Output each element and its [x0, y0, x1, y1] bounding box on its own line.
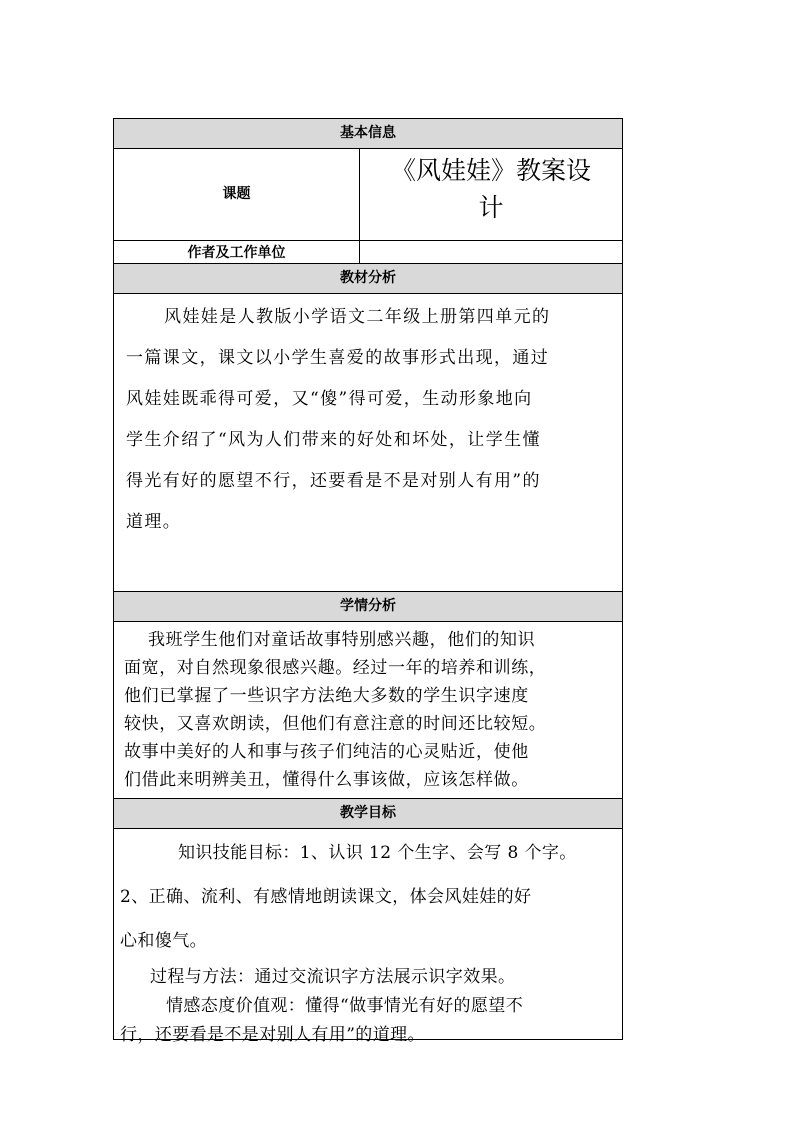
student-analysis-body	[114, 622, 622, 799]
topic-row	[114, 149, 622, 241]
topic-title-line1: 《风娃娃》教案设	[390, 156, 591, 185]
material-line: 得光有好的愿望不行，还要看是不是对别人有用”的	[126, 471, 541, 491]
material-line: 学生介绍了“风为人们带来的好处和坏处，让学生懂	[126, 430, 541, 450]
topic-title-line2: 计	[478, 193, 504, 222]
topic-label-cell	[114, 149, 360, 240]
material-line: 道理。	[126, 512, 182, 532]
section-header-material-analysis	[114, 264, 622, 294]
section-header-basic-info	[114, 119, 622, 149]
topic-title	[360, 149, 622, 226]
student-analysis-title: 学情分析	[340, 598, 396, 614]
teaching-goals-title: 教学目标	[340, 805, 396, 821]
material-analysis-text	[114, 294, 622, 543]
topic-title-cell	[360, 149, 622, 240]
material-analysis-title: 教材分析	[340, 270, 396, 286]
material-line: 一篇课文，课文以小学生喜爱的故事形式出现，通过	[126, 348, 550, 368]
student-line: 们借此来明辨美丑，懂得什么事该做，应该怎样做。	[124, 770, 529, 790]
material-line: 风娃娃是人教版小学语文二年级上册第四单元的	[164, 307, 551, 327]
teaching-goals-text-a	[114, 829, 622, 963]
student-line: 较快，又喜欢朗读，但他们有意注意的时间还比较短。	[124, 714, 547, 734]
goal-line: 过程与方法：通过交流识字方法展示识字效果。	[150, 967, 516, 987]
student-line: 他们已掌握了一些识字方法绝大多数的学生识字速度	[124, 686, 529, 706]
goal-line: 行，还要看是不是对别人有用”的道理。	[120, 1025, 425, 1045]
student-line: 故事中美好的人和事与孩子们纯洁的心灵贴近，使他	[124, 742, 529, 762]
author-value-cell	[360, 241, 622, 263]
topic-label: 课题	[222, 186, 251, 202]
teaching-goals-body	[114, 829, 622, 1045]
goal-line: 知识技能目标：1、认识 12 个生字、会写 8 个字。	[178, 843, 577, 863]
goal-line: 情感态度价值观：懂得“做事情光有好的愿望不	[166, 996, 524, 1016]
basic-info-title: 基本信息	[340, 125, 396, 141]
author-row	[114, 241, 622, 264]
lesson-plan-table	[113, 118, 623, 1045]
material-analysis-body	[114, 294, 622, 592]
student-analysis-text	[114, 622, 622, 794]
student-line: 面宽，对自然现象很感兴趣。经过一年的培养和训练，	[124, 658, 547, 678]
student-line: 我班学生他们对童话故事特别感兴趣，他们的知识	[148, 630, 536, 650]
goal-line: 2、正确、流利、有感情地朗读课文，体会风娃娃的好	[120, 887, 532, 907]
goal-line: 心和傻气。	[120, 931, 207, 951]
author-label: 作者及工作单位	[187, 245, 286, 261]
teaching-goals-text-b	[114, 963, 622, 1050]
material-line: 风娃娃既乖得可爱，又“傻”得可爱，生动形象地向	[126, 389, 533, 409]
section-header-student-analysis	[114, 592, 622, 622]
section-header-teaching-goals	[114, 799, 622, 829]
author-label-cell	[114, 241, 360, 263]
